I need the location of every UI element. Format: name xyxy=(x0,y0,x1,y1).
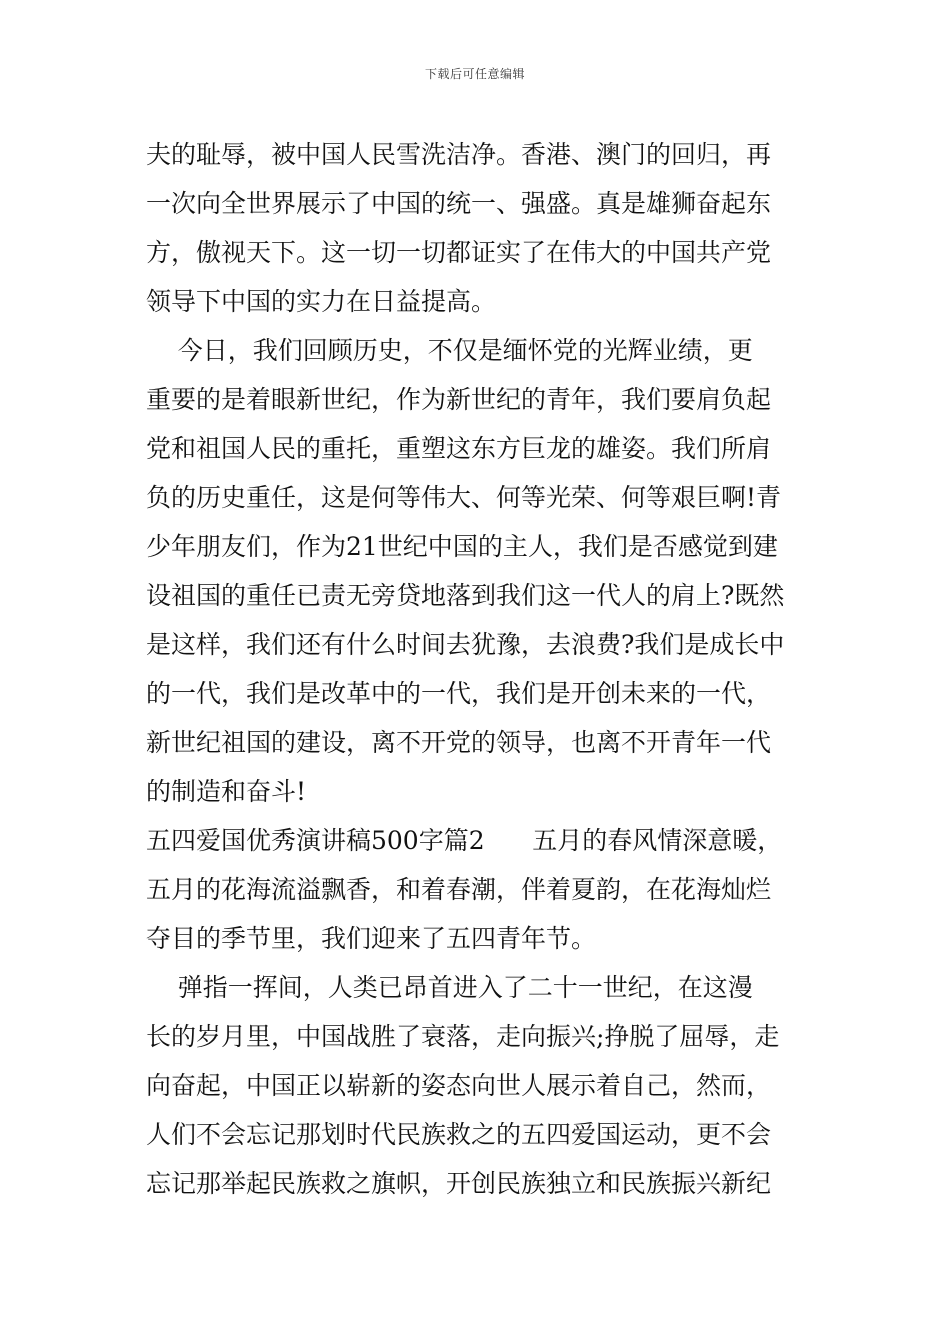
text-line: 少年朋友们，作为21世纪中国的主人，我们是否感觉到建 xyxy=(146,532,778,561)
text-line: 长的岁月里，中国战胜了衰落，走向振兴;挣脱了屈辱，走 xyxy=(146,1022,780,1051)
text-line: 方，傲视天下。这一切一切都证实了在伟大的中国共产党 xyxy=(146,238,772,267)
text-line: 新世纪祖国的建设，离不开党的领导，也离不开青年一代 xyxy=(146,728,772,757)
text-line: 领导下中国的实力在日益提高。 xyxy=(146,287,497,316)
text-line: 负的历史重任，这是何等伟大、何等光荣、何等艰巨啊!青 xyxy=(146,483,782,512)
page-header: 下载后可任意编辑 xyxy=(424,67,525,81)
paragraph-start-line: 今日，我们回顾历史，不仅是缅怀党的光辉业绩，更 xyxy=(146,336,753,365)
paragraph-start-line: 弹指一挥间，人类已昂首进入了二十一世纪，在这漫 xyxy=(146,973,753,1002)
text-line: 一次向全世界展示了中国的统一、强盛。真是雄狮奋起东 xyxy=(146,189,772,218)
document-body xyxy=(146,130,808,1208)
section-title-line: 五四爱国优秀演讲稿500字篇2 五月的春风情深意暖， xyxy=(146,826,783,855)
text-line: 重要的是着眼新世纪，作为新世纪的青年，我们要肩负起 xyxy=(146,385,772,414)
text-line: 设祖国的重任已责无旁贷地落到我们这一代人的肩上?既然 xyxy=(146,581,785,610)
text-line: 党和祖国人民的重托，重塑这东方巨龙的雄姿。我们所肩 xyxy=(146,434,772,463)
text-line: 的制造和奋斗! xyxy=(146,777,307,806)
text-line: 忘记那举起民族救之旗帜，开创民族独立和民族振兴新纪 xyxy=(146,1169,772,1198)
text-line: 夫的耻辱，被中国人民雪洗洁净。香港、澳门的回归，再 xyxy=(146,140,772,169)
text-line: 五月的花海流溢飘香，和着春潮，伴着夏韵，在花海灿烂 xyxy=(146,875,772,904)
text-line: 的一代，我们是改革中的一代，我们是开创未来的一代， xyxy=(146,679,772,708)
text-line: 人们不会忘记那划时代民族救之的五四爱国运动，更不会 xyxy=(146,1120,772,1149)
text-line: 是这样，我们还有什么时间去犹豫，去浪费?我们是成长中 xyxy=(146,630,785,659)
text-line: 向奋起，中国正以崭新的姿态向世人展示着自己，然而， xyxy=(146,1071,772,1100)
text-line: 夺目的季节里，我们迎来了五四青年节。 xyxy=(146,924,597,953)
